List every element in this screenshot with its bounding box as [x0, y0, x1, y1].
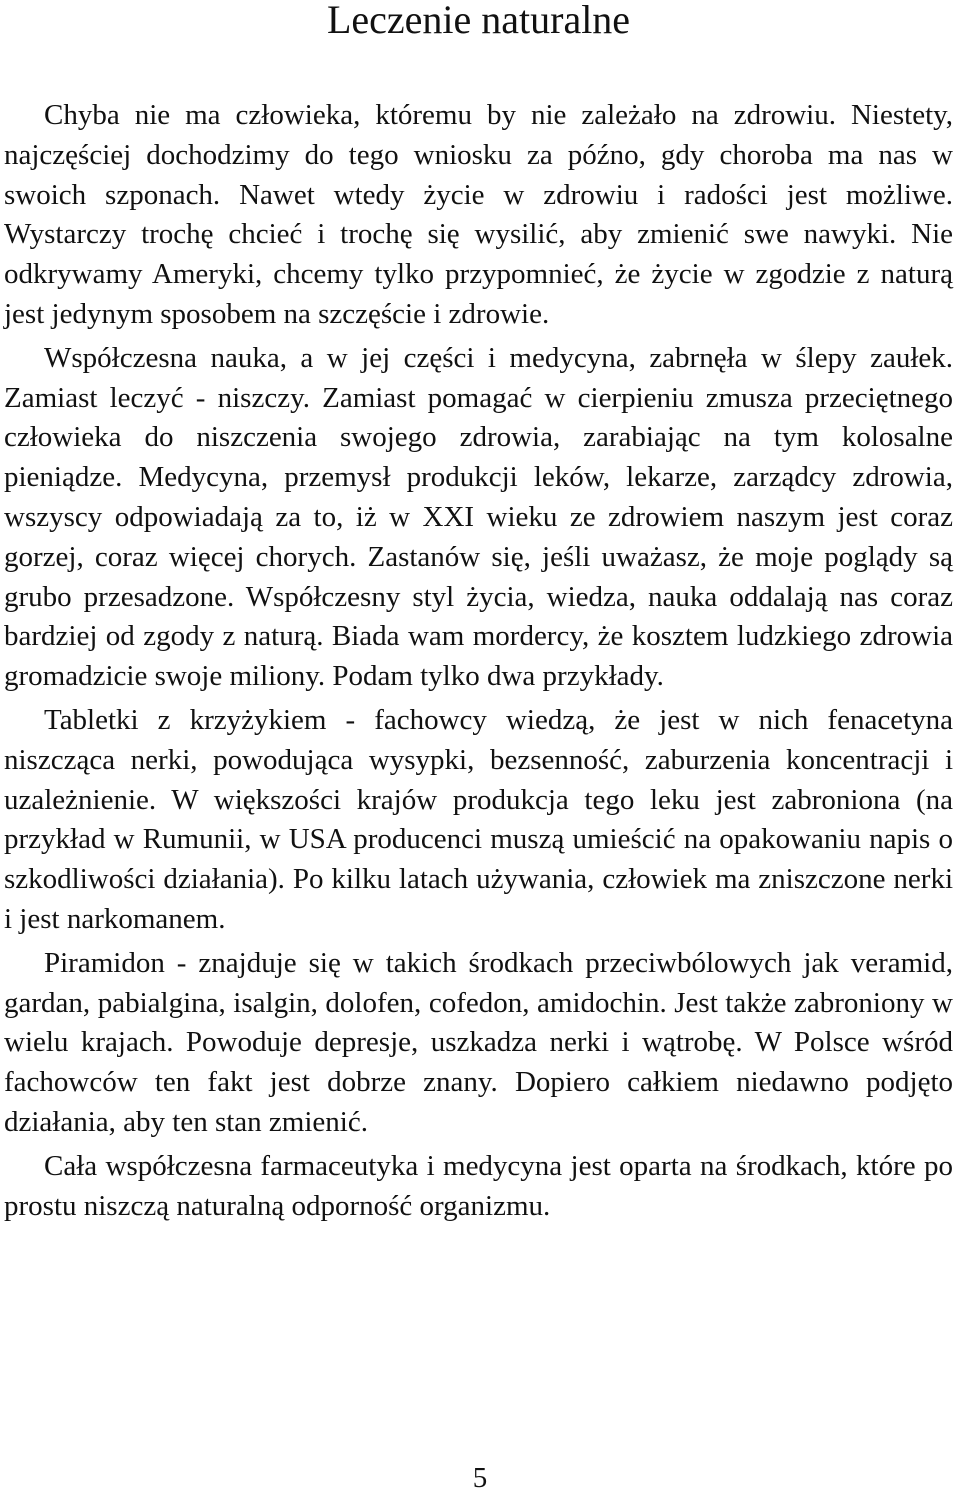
- page-number: 5: [472, 1462, 488, 1494]
- paragraph-5: Cała współczesna farmaceutyka i medycyna jest oparta na środkach, które po prostu niszczą naturalną odporność organizmu.: [4, 1149, 953, 1222]
- chapter-title: [4, 0, 953, 64]
- paragraph-1: Chyba nie ma człowieka, któremu by nie zależało na zdrowiu. Niestety, najczęściej dochodzimy do tego wniosku za późno, gdy choroba ma nas w swoich szponach. Nawet wtedy życie w zdrowiu i radości jest możliwe. Wystarczy trochę chcieć i trochę się wysilić, aby zmienić swe nawyki. Nie odkrywamy Ameryki, chcemy tylko przypomnieć, że życie w zgodzie z naturą jest jedynym sposobem na szczęście i zdrowie.: [4, 99, 953, 330]
- body-text: [4, 96, 953, 1226]
- chapter-title-text: Leczenie naturalne: [326, 0, 631, 42]
- paragraph-4: Piramidon - znajduje się w takich środkach przeciwbólowych jak veramid, gardan, pabialgina, isalgin, dolofen, cofedon, amidochin. Jest także zabroniony w wielu krajach. Powoduje depresje, uszkadza nerki i wątrobę. W Polsce wśród fachowców ten fakt jest dobrze znany. Dopiero całkiem niedawno podjęto działania, aby ten stan zmienić.: [4, 946, 953, 1138]
- paragraph-2: Współczesna nauka, a w jej części i medycyna, zabrnęła w ślepy zaułek. Zamiast leczyć - niszczy. Zamiast pomagać w cierpieniu zmusza przeciętnego człowieka do niszczenia swojego zdrowia, zarabiając na tym kolosalne pieniądze. Medycyna, przemysł produkcji leków, lekarze, zarządcy zdrowia, wszyscy odpowiadają za to, iż w XXI wieku ze zdrowiem naszym jest coraz gorzej, coraz więcej chorych. Zastanów się, jeśli uważasz, że moje poglądy są grubo przesadzone. Współczesny styl życia, wiedza, nauka oddalają nas coraz bardziej od zgody z naturą. Biada wam mordercy, że kosztem ludzkiego zdrowia gromadzicie swoje miliony. Podam tylko dwa przykłady.: [4, 341, 953, 693]
- paragraph-3: Tabletki z krzyżykiem - fachowcy wiedzą, że jest w nich fenacetyna niszcząca nerki, powodująca wysypki, bezsenność, zaburzenia koncentracji i uzależnienie. W większości krajów produkcja tego leku jest zabroniona (na przykład w Rumunii, w USA producenci muszą umieścić na opakowaniu napis o szkodliwości działania). Po kilku latach używania, człowiek ma zniszczone nerki i jest narkomanem.: [4, 703, 953, 935]
